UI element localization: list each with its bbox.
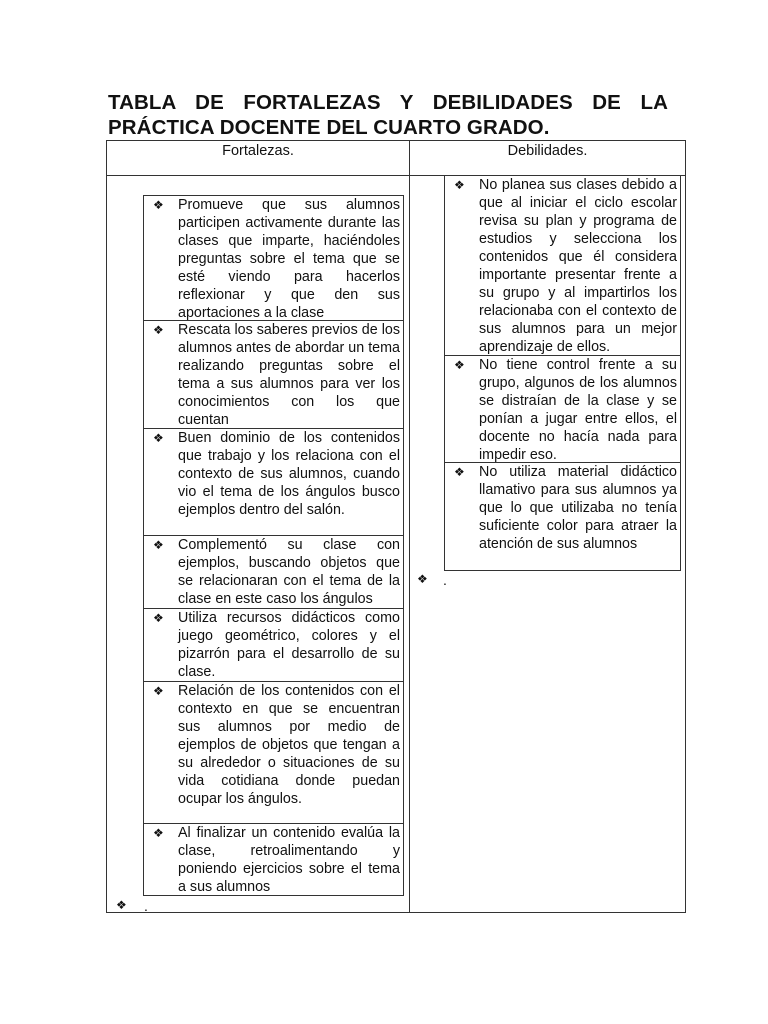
fortaleza-item	[144, 196, 403, 320]
diamond-bullet-icon: ❖	[153, 538, 164, 552]
debilidad-item	[445, 355, 680, 462]
debilidad-item	[445, 176, 680, 355]
fortaleza-item	[144, 320, 403, 428]
fortaleza-text: Al finalizar un contenido evalúa la clase, retroalimentando y poniendo ejercicios sobre el tema a sus alumnos	[178, 825, 400, 895]
diamond-bullet-icon: ❖	[153, 431, 164, 445]
fortaleza-text: Promueve que sus alumnos participen activamente durante las clases que imparte, haciéndoles preguntas sobre el tema que se esté viendo para hacerlos reflexionar y que den sus aportaciones a la clase	[178, 197, 400, 321]
fortaleza-item	[144, 681, 403, 823]
diamond-bullet-icon: ❖	[454, 178, 465, 192]
debilidad-item	[445, 462, 680, 570]
diamond-bullet-icon: ❖	[454, 465, 465, 479]
fortaleza-item	[144, 428, 403, 535]
trailing-dot: .	[443, 572, 447, 588]
fortaleza-text: Buen dominio de los contenidos que trabajo y los relaciona con el contexto de sus alumnos, cuando vio el tema de los ángulos busco ejemplos dentro del salón.	[178, 430, 400, 518]
diamond-bullet-icon: ❖	[417, 572, 428, 586]
diamond-bullet-icon: ❖	[153, 684, 164, 698]
column-divider	[409, 141, 410, 912]
fortaleza-text: Rescata los saberes previos de los alumnos antes de abordar un tema realizando preguntas sobre el tema a sus alumnos para ver los conocimientos con los que cuentan	[178, 322, 400, 428]
diamond-bullet-icon: ❖	[153, 826, 164, 840]
diamond-bullet-icon: ❖	[153, 611, 164, 625]
fortaleza-text: Relación de los contenidos con el contexto en que se encuentran sus alumnos por medio de ejemplos de objetos que tengan a su alrededor o situaciones de su vida cotidiana donde puedan ocupar los ángulos.	[178, 683, 400, 807]
debilidad-text: No utiliza material didáctico llamativo para sus alumnos ya que lo que utilizaba no tenía suficiente color para atraer la atención de sus alumnos	[479, 464, 677, 552]
diamond-bullet-icon: ❖	[153, 198, 164, 212]
fortalezas-list	[143, 195, 404, 896]
fortaleza-item	[144, 823, 403, 895]
diamond-bullet-icon: ❖	[454, 358, 465, 372]
fortaleza-item	[144, 608, 403, 681]
diamond-bullet-icon: ❖	[116, 898, 127, 912]
debilidades-list	[444, 175, 681, 571]
header-debilidades: Debilidades.	[507, 143, 588, 159]
header-fortalezas: Fortalezas.	[222, 143, 294, 159]
fortaleza-item	[144, 535, 403, 608]
fortaleza-text: Utiliza recursos didácticos como juego geométrico, colores y el pizarrón para el desarrollo de su clase.	[178, 610, 400, 680]
debilidad-text: No tiene control frente a su grupo, algunos de los alumnos se distraían de la clase y se ponían a jugar entre ellos, el docente no hacía nada para impedir eso.	[479, 357, 677, 463]
diamond-bullet-icon: ❖	[153, 323, 164, 337]
fortaleza-text: Complementó su clase con ejemplos, buscando objetos que se relacionaran con el tema de la clase en este caso los ángulos	[178, 537, 400, 607]
fortalezas-debilidades-table	[106, 140, 686, 913]
page-title: TABLA DE FORTALEZAS Y DEBILIDADES DE LA PRÁCTICA DOCENTE DEL CUARTO GRADO.	[108, 91, 668, 139]
debilidad-text: No planea sus clases debido a que al iniciar el ciclo escolar revisa su plan y programa de estudios y selecciona los contenidos que él considera importante presentar frente a su grupo y al impartirlos los relacionaba con el contexto de sus alumnos para un mejor aprendizaje de ellos.	[479, 177, 677, 355]
trailing-dot: .	[144, 898, 148, 914]
